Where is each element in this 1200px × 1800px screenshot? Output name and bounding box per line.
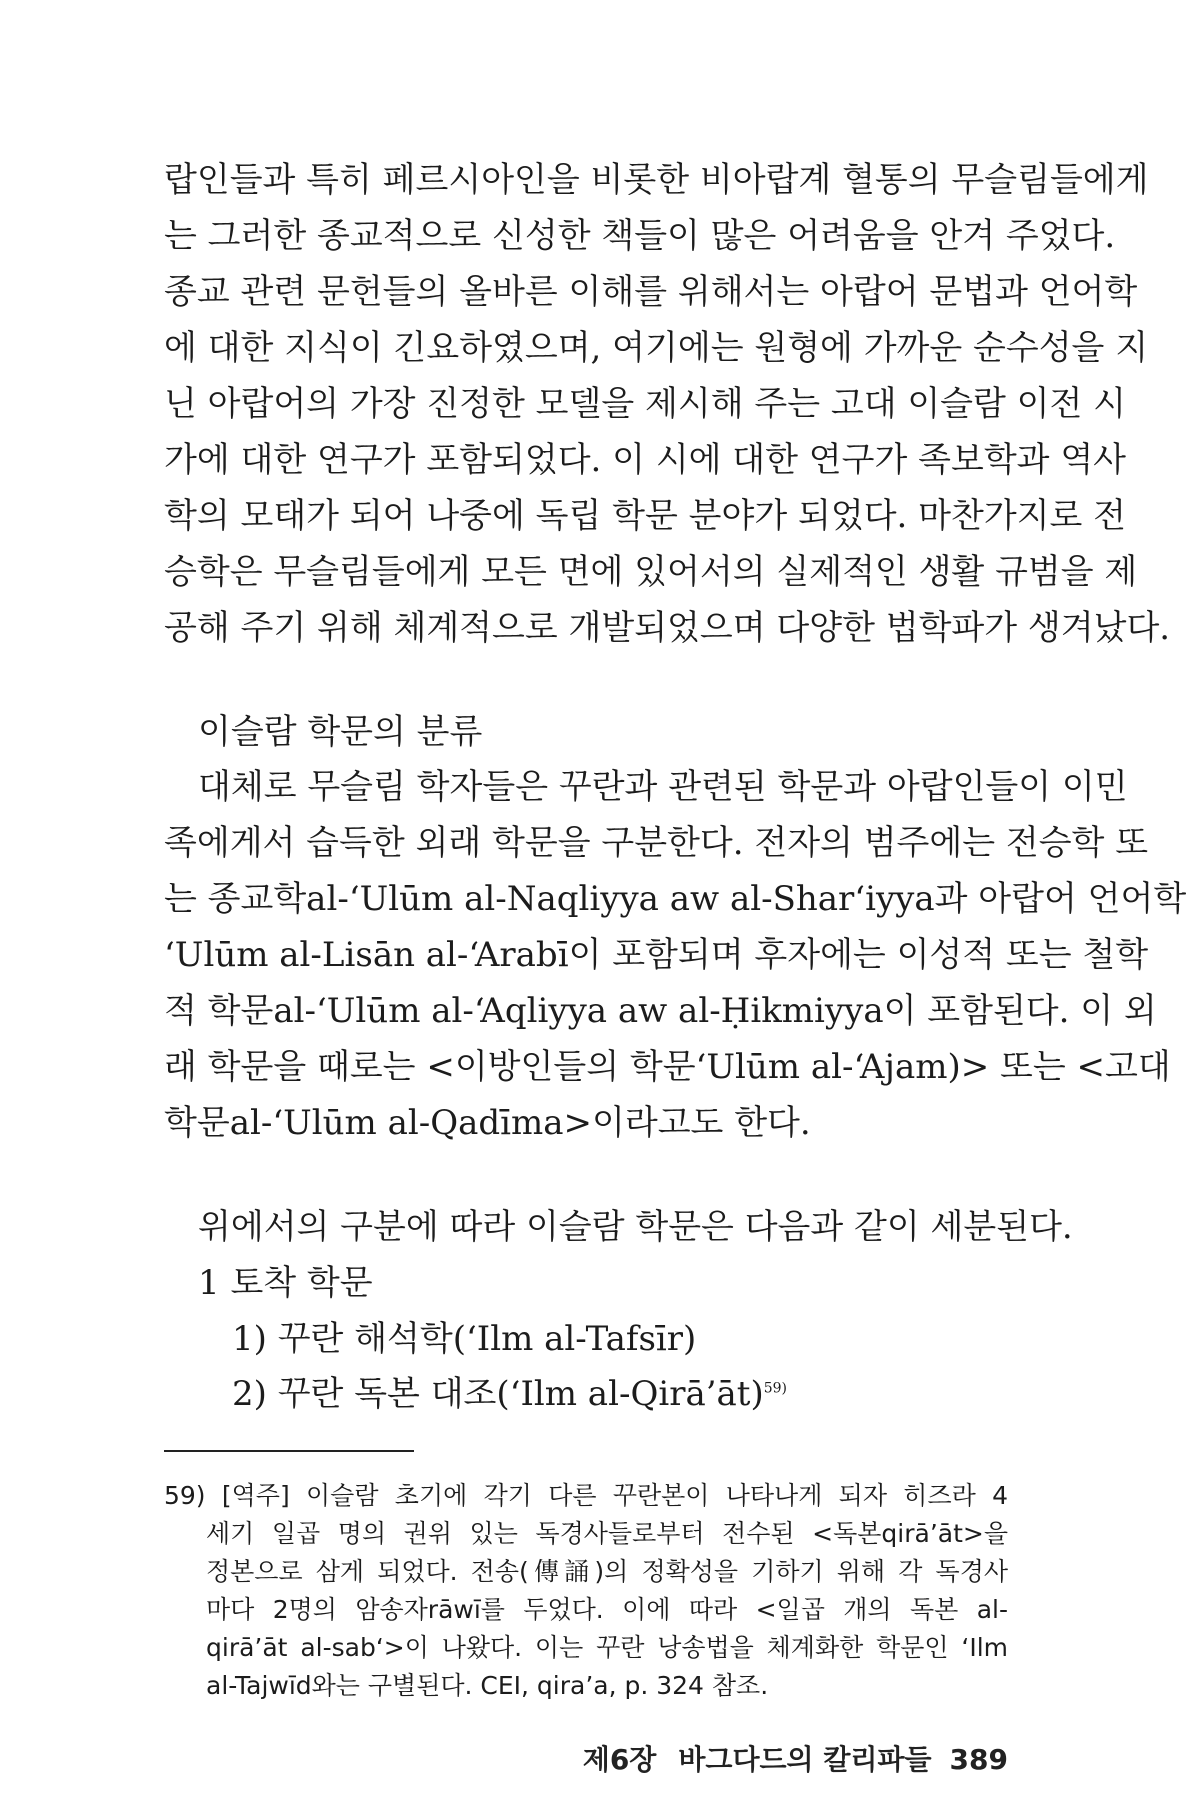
footnote-divider — [164, 1450, 414, 1452]
text-line: 족에게서 습득한 외래 학문을 구분한다. 전자의 범주에는 전승학 또 — [164, 823, 1149, 863]
chapter-title: 바그다드의 칼리파들 — [678, 1743, 932, 1776]
text-line: 랍인들과 특히 페르시아인을 비롯한 비아랍계 혈통의 무슬림들에게 — [164, 160, 1149, 200]
intro-line: 위에서의 구분에 따라 이슬람 학문은 다음과 같이 세분된다. — [198, 1207, 1073, 1247]
footnote-line: 세기 일곱 명의 권위 있는 독경사들로부터 전수된 <독본qirā’āt>을 — [206, 1519, 1008, 1548]
text-line: 적 학문al-‘Ulūm al-‘Aqliyya aw al-Ḥikmiyya이 포함된다. 이 외 — [164, 991, 1157, 1031]
footnote-ref: 59) — [763, 1380, 787, 1397]
running-footer — [583, 1742, 1008, 1778]
text-line: 대체로 무슬림 학자들은 꾸란과 관련된 학문과 아랍인들이 이민 — [198, 767, 1128, 807]
text-line: 래 학문을 때로는 <이방인들의 학문‘Ulūm al-‘Ajam)> 또는 <고대 — [164, 1047, 1171, 1087]
list-item: 1) 꾸란 해석학(‘Ilm al-Tafsīr) — [232, 1319, 697, 1359]
text-line: ‘Ulūm al-Lisān al-‘Arabī이 포함되며 후자에는 이성적 또는 철학 — [164, 935, 1149, 975]
section-heading: 이슬람 학문의 분류 — [198, 712, 483, 752]
text-line: 는 종교학al-‘Ulūm al-Naqliyya aw al-Shar‘iyya과 아랍어 언어학 — [164, 879, 1187, 919]
text-line: 닌 아랍어의 가장 진정한 모델을 제시해 주는 고대 이슬람 이전 시 — [164, 384, 1127, 424]
list-heading: 1 토착 학문 — [198, 1263, 373, 1303]
text-line: 가에 대한 연구가 포함되었다. 이 시에 대한 연구가 족보학과 역사 — [164, 440, 1127, 480]
footnote-line: 마다 2명의 암송자rāwī를 두었다. 이에 따라 <일곱 개의 독본 al- — [206, 1595, 1008, 1624]
list-item-text: 2) 꾸란 독본 대조(‘Ilm al-Qirā’āt) — [232, 1374, 764, 1414]
text-line: 는 그러한 종교적으로 신성한 책들이 많은 어려움을 안겨 주었다. — [164, 216, 1116, 256]
text-line: 종교 관련 문헌들의 올바른 이해를 위해서는 아랍어 문법과 언어학 — [164, 272, 1138, 312]
text-line: 에 대한 지식이 긴요하였으며, 여기에는 원형에 가까운 순수성을 지 — [164, 328, 1149, 368]
page-number: 389 — [949, 1743, 1008, 1776]
text-line: 학의 모태가 되어 나중에 독립 학문 분야가 되었다. 마찬가지로 전 — [164, 496, 1127, 536]
footnote-line: 정본으로 삼게 되었다. 전송(傳誦)의 정확성을 기하기 위해 각 독경사 — [206, 1557, 1008, 1586]
footnote-line: 59) [역주] 이슬람 초기에 각기 다른 꾸란본이 나타나게 되자 히즈라 4 — [164, 1481, 1008, 1510]
text-line: 학문al-‘Ulūm al-Qadīma>이라고도 한다. — [164, 1103, 811, 1143]
footnote-line: al-Tajwīd와는 구별된다. CEI, qira’a, p. 324 참조. — [206, 1671, 769, 1700]
chapter-number: 제6장 — [582, 1743, 657, 1776]
text-line: 공해 주기 위해 체계적으로 개발되었으며 다양한 법학파가 생겨났다. — [164, 608, 1171, 648]
footnote-line: qirā’āt al-sab‘>이 나왔다. 이는 꾸란 낭송법을 체계화한 학문인 ‘Ilm — [206, 1633, 1008, 1662]
text-line: 승학은 무슬림들에게 모든 면에 있어서의 실제적인 생활 규범을 제 — [164, 552, 1138, 592]
list-item-with-footnote — [232, 1372, 787, 1416]
